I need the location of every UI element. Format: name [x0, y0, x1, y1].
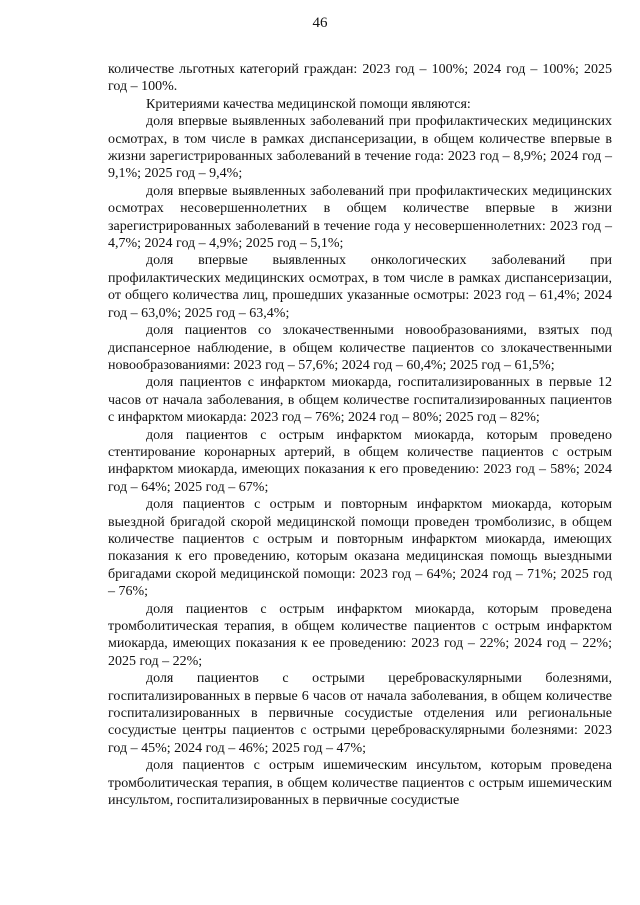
criterion-paragraph: доля пациентов с острым и повторным инфарктом миокарда, которым выездной бригадой скорой медицинской помощи проведен тромболизис, в общем количестве пациентов с острым и повторным инфарктом миокарда, имеющих показания к его проведению, которым оказана медицинская помощь выездными бригадами скорой медицинской помощи: 2023 год – 64%; 2024 год – 71%; 2025 год – 76%; — [108, 497, 612, 600]
criterion-paragraph: доля пациентов со злокачественными новообразованиями, взятых под диспансерное наблюдение, в общем количестве пациентов со злокачественными новообразованиями: 2023 год – 57,6%; 2024 год – 60,4%; 2025 год – 61,5%; — [108, 323, 612, 373]
criterion-paragraph: доля пациентов с острым ишемическим инсультом, которым проведена тромболитическая терапия, в общем количестве пациентов с острым ишемическим инсультом, госпитализированных в первичные сосудистые — [108, 758, 612, 809]
criteria-heading: Критериями качества медицинской помощи являются: — [146, 96, 471, 112]
criterion-paragraph: доля впервые выявленных онкологических заболеваний при профилактических медицинских осмотрах, в том числе в рамках диспансеризации, от общего количества лиц, прошедших указанные осмотры: 2023 год – 61,4%; 2024 год – 63,0%; 2025 год – 63,4%; — [108, 253, 612, 321]
criterion-paragraph: доля пациентов с острым инфарктом миокарда, которым проведена тромболитическая терапия, в общем количестве пациентов с острым инфарктом миокарда, имеющих показания к ее проведению: 2023 год – 22%; 2024 год – 22%; 2025 год – 22%; — [108, 601, 612, 669]
document-body — [108, 61, 612, 809]
criteria-list — [108, 113, 612, 809]
criterion-paragraph: доля пациентов с острыми цереброваскулярными болезнями, госпитализированных в первые 6 часов от начала заболевания, в общем количестве госпитализированных в первичные сосудистые отделения или региональные сосудистые центры пациентов с острыми цереброваскулярными болезнями: 2023 год – 45%; 2024 год – 46%; 2025 год – 47%; — [108, 671, 612, 756]
criterion-paragraph: доля пациентов с инфарктом миокарда, госпитализированных в первые 12 часов от начала заболевания, в общем количестве госпитализированных пациентов с инфарктом миокарда: 2023 год – 76%; 2024 год – 80%; 2025 год – 82%; — [108, 375, 612, 426]
page-number: 46 — [312, 15, 328, 31]
criterion-paragraph: доля пациентов с острым инфарктом миокарда, которым проведено стентирование коронарных артерий, в общем количестве пациентов с острым инфарктом миокарда, имеющих показания к его проведению: 2023 год – 58%; 2024 год – 64%; 2025 год – 67%; — [108, 427, 612, 495]
continuation-paragraph: количестве льготных категорий граждан: 2023 год – 100%; 2024 год – 100%; 2025 год – 100%. — [108, 62, 612, 95]
criterion-paragraph: доля впервые выявленных заболеваний при профилактических медицинских осмотрах, в том числе в рамках диспансеризации, в общем количестве впервые в жизни зарегистрированных заболеваний в течение года: 2023 год – 8,9%; 2024 год – 9,1%; 2025 год – 9,4%; — [108, 114, 612, 182]
criterion-paragraph: доля впервые выявленных заболеваний при профилактических медицинских осмотрах несовершеннолетних в общем количестве впервые в жизни зарегистрированных заболеваний в течение года у несовершеннолетних: 2023 год – 4,7%; 2024 год – 4,9%; 2025 год – 5,1%; — [108, 183, 612, 252]
